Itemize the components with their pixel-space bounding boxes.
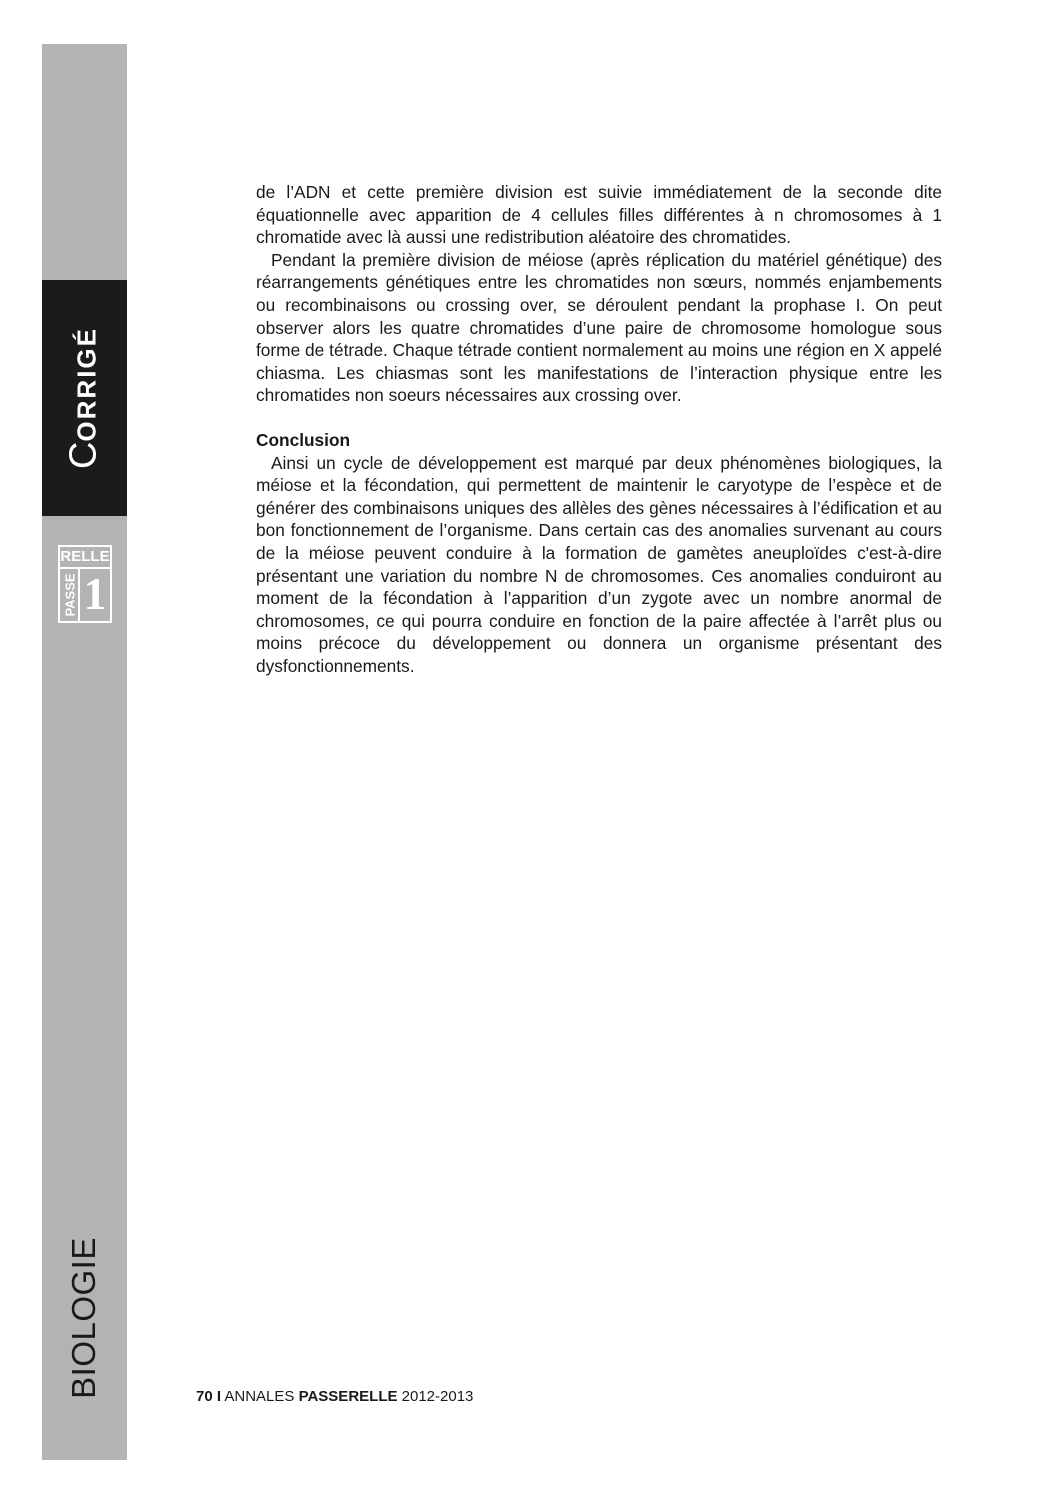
subject-label: BIOLOGIE [65,1237,102,1399]
logo-side [62,569,80,621]
footer-annales: ANNALES [224,1388,295,1405]
page-footer [196,1388,473,1405]
section-label-rest: ORRIGÉ [71,326,102,442]
main-content [256,181,942,677]
paragraph-2: Pendant la première division de méiose (après réplication du matériel génétique) des réarrangements génétiques entre les chromatides non sœurs, nommés enjambements ou recombinaisons ou crossing over, se déroulent pendant la prophase I. On peut observer alors les quatre chromatides d’une paire de chromosome homologue sous forme de tétrade. Chaque tétrade contient normalement au moins une région en X appelé chiasma. Les chiasmas sont les manifestations de l’interaction physique entre les chromatides non soeurs nécessaires aux crossing over. [256,249,942,406]
conclusion-heading: Conclusion [256,429,351,450]
footer-separator: I [216,1388,222,1405]
paragraph-1: de l’ADN et cette première division est suivie immédiatement de la seconde dite équationnelle avec apparition de 4 cellules filles différentes à n chromosomes à 1 chromatide avec là aussi une redistribution aléatoire des chromatides. [256,182,942,248]
logo-side-text: PASSE [62,573,78,617]
conclusion-paragraph: Ainsi un cycle de développement est marqué par deux phénomènes biologiques, la méiose et la fécondation, qui permettent de maintenir le caryotype de l’espèce et de générer des combinaisons uniques des allèles des gènes nécessaires à l’édification et au bon fonctionnement de l’organisme. Dans certain cas des anomalies survenant au cours de la méiose peuvent conduire à la formation de gamètes aneuploïdes c'est-à-dire présentant une variation du nombre N de chromosomes. Ces anomalies conduiront au moment de la fécondation à l’apparition d’un zygote avec un nombre anormal de chromosomes, ce qui pourra conduire en fonction de la paire affectée à l’arrêt plus ou moins précoce du développement ou donnera un organisme présentant des dysfonctionnements. [256,452,942,676]
logo-top-text: RELLE [60,547,110,569]
footer-years: 2012-2013 [401,1388,474,1405]
section-label [63,327,106,469]
section-label-initial: C [62,441,105,470]
passerelle-logo [58,545,112,623]
page-number: 70 [196,1388,213,1405]
logo-number: 1 [83,568,107,619]
footer-brand: PASSERELLE [298,1388,398,1405]
